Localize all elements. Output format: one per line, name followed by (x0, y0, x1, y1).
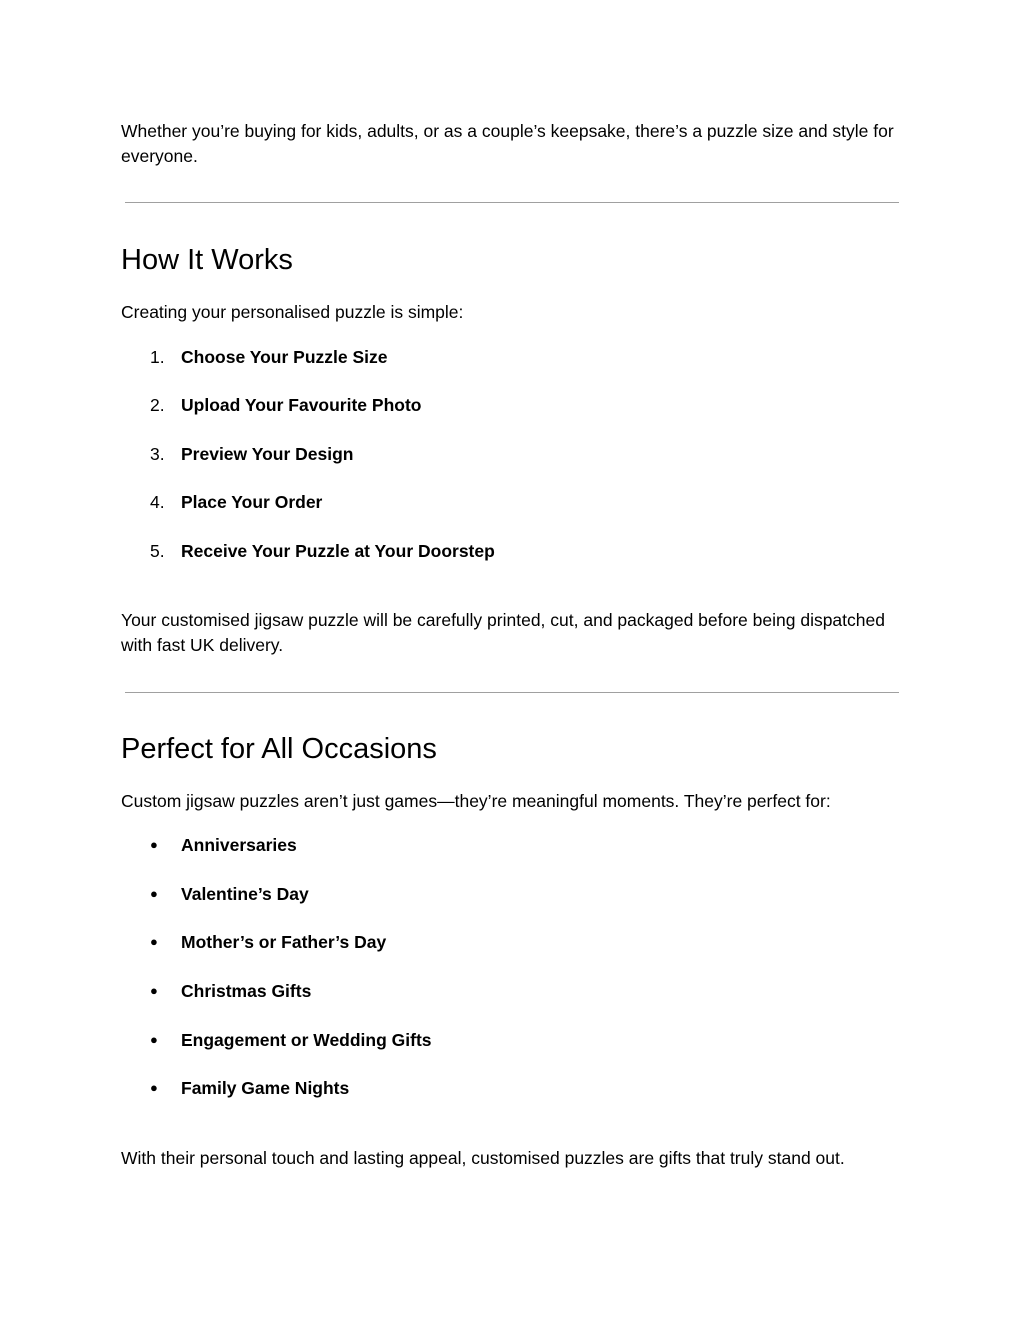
step-label: Preview Your Design (181, 444, 354, 464)
occasion-label: Family Game Nights (181, 1078, 350, 1098)
list-item (0, 442, 1024, 466)
intro-paragraph: Whether you’re buying for kids, adults, or as a couple’s keepsake, there’s a puzzle size and style for everyone. (121, 121, 894, 166)
bullet-icon: ● (150, 1080, 158, 1095)
list-number: 3. (150, 444, 165, 464)
list-item (0, 833, 1024, 857)
list-item (0, 345, 1024, 369)
list-number: 4. (150, 492, 165, 512)
bullet-icon: ● (150, 1032, 158, 1047)
step-label: Receive Your Puzzle at Your Doorstep (181, 541, 495, 561)
section-divider (125, 692, 899, 693)
step-label: Upload Your Favourite Photo (181, 395, 422, 415)
list-item (0, 882, 1024, 906)
list-item (0, 930, 1024, 954)
occasion-label: Valentine’s Day (181, 884, 309, 904)
list-number: 1. (150, 347, 165, 367)
bullet-icon: ● (150, 983, 158, 998)
list-number: 2. (150, 395, 165, 415)
how-it-works-lead: Creating your personalised puzzle is simple: (121, 302, 464, 322)
occasion-label: Christmas Gifts (181, 981, 312, 1001)
list-item (0, 393, 1024, 417)
section-divider (125, 202, 899, 203)
occasion-label: Anniversaries (181, 835, 297, 855)
list-number: 5. (150, 541, 165, 561)
bullet-icon: ● (150, 934, 158, 949)
list-item (0, 1076, 1024, 1100)
step-label: Choose Your Puzzle Size (181, 347, 388, 367)
bullet-icon: ● (150, 837, 158, 852)
occasion-label: Mother’s or Father’s Day (181, 932, 387, 952)
occasion-label: Engagement or Wedding Gifts (181, 1030, 432, 1050)
how-it-works-closing: Your customised jigsaw puzzle will be carefully printed, cut, and packaged before being dispatched with fast UK delivery. (121, 610, 885, 655)
occasions-closing: With their personal touch and lasting appeal, customised puzzles are gifts that truly stand out. (121, 1148, 845, 1168)
list-item (0, 539, 1024, 563)
list-item (0, 979, 1024, 1003)
how-it-works-heading: How It Works (121, 244, 293, 276)
bullet-icon: ● (150, 886, 158, 901)
step-label: Place Your Order (181, 492, 323, 512)
occasions-lead: Custom jigsaw puzzles aren’t just games—they’re meaningful moments. They’re perfect for: (121, 791, 831, 811)
occasions-heading: Perfect for All Occasions (121, 733, 437, 765)
list-item (0, 1028, 1024, 1052)
list-item (0, 490, 1024, 514)
